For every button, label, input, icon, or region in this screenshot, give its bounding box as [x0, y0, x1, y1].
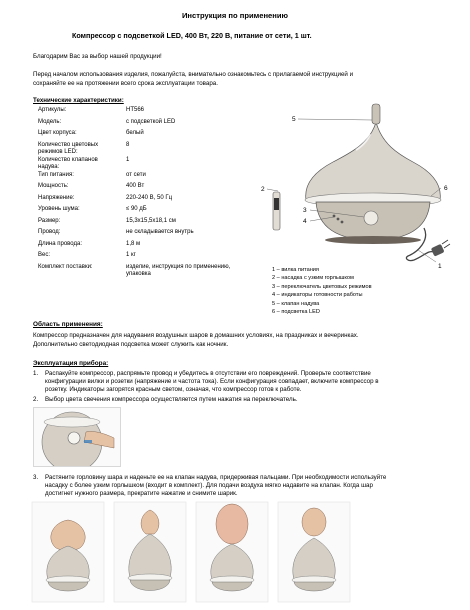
- spec-label: [38, 264, 126, 279]
- spec-value-line: 220-240 В, 50 Гц: [126, 194, 173, 201]
- spec-label-line: Количество клапанов: [38, 156, 98, 163]
- switch-press-illustration: [33, 407, 121, 467]
- application-line-2: Дополнительно светодиодная подсветка может служить как ночник.: [33, 341, 229, 348]
- spec-value: [126, 241, 230, 253]
- spec-label-line: Размер:: [38, 217, 61, 224]
- legend-item: 2 – насадка с узким горлышком: [272, 275, 354, 282]
- spec-label-line: Количество цветовых: [38, 141, 99, 148]
- product-diagram: [258, 100, 458, 270]
- spec-label: [38, 229, 126, 241]
- spec-value: [126, 157, 230, 172]
- spec-label: [38, 218, 126, 230]
- spec-value: [126, 218, 230, 230]
- spec-value-line: 15,3x15,5x18,1 см: [126, 217, 176, 224]
- spec-value-line: упаковка: [126, 271, 151, 278]
- spec-row: [38, 172, 230, 184]
- step-1-text: [45, 370, 379, 394]
- spec-label-line: Напряжение:: [38, 194, 75, 201]
- spec-label: [38, 142, 126, 157]
- spec-row: [38, 252, 230, 264]
- spec-label-line: Модель:: [38, 118, 62, 125]
- application-heading: Область применения:: [33, 321, 103, 328]
- spec-label: [38, 119, 126, 131]
- spec-label-line: Вес:: [38, 252, 51, 259]
- spec-value-line: 1,8 м: [126, 240, 141, 247]
- spec-row: [38, 229, 230, 241]
- spec-value: [126, 183, 230, 195]
- step-1-line: розетку. Индикаторы загорятся красным светом, означая, что компрессор готов к работе.: [45, 386, 302, 393]
- spec-label-line: надува:: [38, 164, 60, 171]
- color-switch: [68, 432, 80, 444]
- callout-5: 5: [292, 116, 296, 123]
- operation-heading: Эксплуатация прибора:: [33, 360, 109, 367]
- spec-value-line: 1: [126, 156, 130, 163]
- spec-value: [126, 206, 230, 218]
- spec-label: [38, 195, 126, 207]
- illustration-press-valve: [114, 502, 186, 602]
- spec-label: [38, 206, 126, 218]
- legend-item: 1 – вилка питания: [272, 267, 319, 273]
- intro-line-2: сохраняйте ее на протяжении всего срока эксплуатации товара.: [33, 80, 218, 87]
- illustration-balloon-inflating: [196, 502, 268, 602]
- spec-row: [38, 142, 230, 157]
- specs-heading: Технические характеристики:: [33, 97, 124, 104]
- step-1-line: конфигурации вилки и розетки (напряжение и частота тока). Если конфигурация совпадает, включите компрессор в: [45, 378, 379, 385]
- spec-value-line: с подсветкой LED: [126, 118, 176, 125]
- spec-value-line: 8: [126, 141, 130, 148]
- step-1-number: 1.: [33, 370, 39, 377]
- thanks-text: Благодарим Вас за выбор нашей продукции!: [33, 53, 162, 60]
- spec-row: [38, 195, 230, 207]
- spec-row: [38, 157, 230, 172]
- spec-value: [126, 195, 230, 207]
- spec-row: [38, 130, 230, 142]
- spec-value: [126, 229, 230, 241]
- spec-label: [38, 183, 126, 195]
- compressor-dome: [306, 122, 441, 200]
- callout-2: 2: [261, 186, 265, 193]
- step-3-line: Растяните горловину шара и наденьте ее на клапан надува, придерживая пальцами. При необходимости используйте: [45, 474, 387, 481]
- spec-value-line: не складывается внутрь: [126, 229, 194, 236]
- specs-table-wrap: [38, 107, 230, 279]
- callout-4: 4: [303, 218, 307, 225]
- spec-row: [38, 264, 230, 279]
- spec-label-line: Провод:: [38, 229, 61, 236]
- spec-label-line: Артикулы:: [38, 107, 67, 113]
- spec-value-line: ≤ 90 дБ: [126, 206, 147, 213]
- spec-value: [126, 130, 230, 142]
- spec-value-line: 1 кг: [126, 252, 136, 259]
- spec-row: [38, 183, 230, 195]
- spec-label: [38, 172, 126, 184]
- balloon-inflation-illustrations: [28, 500, 448, 605]
- spec-label: [38, 157, 126, 172]
- specs-table: [38, 107, 230, 279]
- spec-row: [38, 107, 230, 119]
- application-line-1: Компрессор предназначен для надувания воздушных шаров в домашних условиях, на праздниках и вечеринках.: [33, 332, 359, 339]
- spec-value: [126, 107, 230, 119]
- spec-value: [126, 264, 230, 279]
- step-3-line: достигнет нужного размера, прекратите нажатие и снимите шарик.: [45, 490, 238, 497]
- spec-label-line: Уровень шума:: [38, 206, 80, 213]
- illustration-attach-balloon: [32, 502, 104, 602]
- step-2-number: 2.: [33, 396, 39, 403]
- spec-value-line: белый: [126, 130, 144, 136]
- spec-label: [38, 252, 126, 264]
- spec-row: [38, 119, 230, 131]
- spec-label: [38, 107, 126, 119]
- spec-label-line: Комплект поставки:: [38, 263, 93, 270]
- spec-value: [126, 119, 230, 131]
- page-title: Инструкция по применению: [181, 11, 289, 20]
- step-1-line: Распакуйте компрессор, распрямьте провод и убедитесь в отсутствии его повреждений. Проверьте соответствие: [45, 370, 371, 377]
- legend-item: 4 – индикаторы готовности работы: [272, 292, 363, 299]
- callout-1: 1: [438, 263, 442, 270]
- illustration-remove-balloon: [278, 502, 350, 602]
- legend-item: 5 – клапан надува: [272, 300, 320, 307]
- legend-item: 3 – переключатель цветовых режимов: [272, 283, 372, 290]
- narrow-nozzle: [273, 192, 280, 230]
- spec-label-line: Цвет корпуса:: [38, 130, 77, 136]
- spec-label-line: Длина провода:: [38, 240, 82, 247]
- callout-6: 6: [444, 185, 448, 192]
- spec-label-line: Тип питания:: [38, 171, 74, 178]
- callout-3: 3: [303, 207, 307, 214]
- spec-row: [38, 241, 230, 253]
- base-foot: [325, 236, 421, 244]
- spec-value-line: изделие, инструкция по применению,: [126, 263, 231, 270]
- spec-row: [38, 218, 230, 230]
- color-switch: [364, 211, 378, 225]
- spec-row: [38, 206, 230, 218]
- legend-item: 6 – подсветка LED: [272, 309, 320, 316]
- spec-value-line: от сети: [126, 171, 146, 178]
- diagram-legend: [272, 266, 372, 316]
- power-plug: [431, 244, 445, 257]
- spec-value-line: 400 Вт: [126, 183, 145, 190]
- spec-label: [38, 241, 126, 253]
- spec-label-line: режимов LED:: [38, 149, 78, 156]
- spec-value: [126, 252, 230, 264]
- spec-label: [38, 130, 126, 142]
- spec-value: [126, 172, 230, 184]
- step-3-line: насадку с более узким горлышком (входит в комплект). Для подачи воздуха мягко надавите на клапан. Когда шар: [45, 482, 373, 489]
- spec-value-line: HT566: [126, 107, 145, 113]
- intro-line-1: Перед началом использования изделия, пожалуйста, внимательно ознакомьтесь с прилагаемой инструкцией и: [33, 71, 354, 78]
- step-3-number: 3.: [33, 474, 39, 481]
- step-3-text: [45, 474, 386, 498]
- step-2-text: Выбор цвета свечения компрессора осуществляется путем нажатия на переключатель.: [45, 396, 298, 403]
- product-subtitle: Компрессор с подсветкой LED, 400 Вт, 220 В, питание от сети, 1 шт.: [72, 31, 312, 40]
- inflation-valve: [372, 104, 380, 124]
- spec-value: [126, 142, 230, 157]
- spec-label-line: Мощность:: [38, 183, 69, 190]
